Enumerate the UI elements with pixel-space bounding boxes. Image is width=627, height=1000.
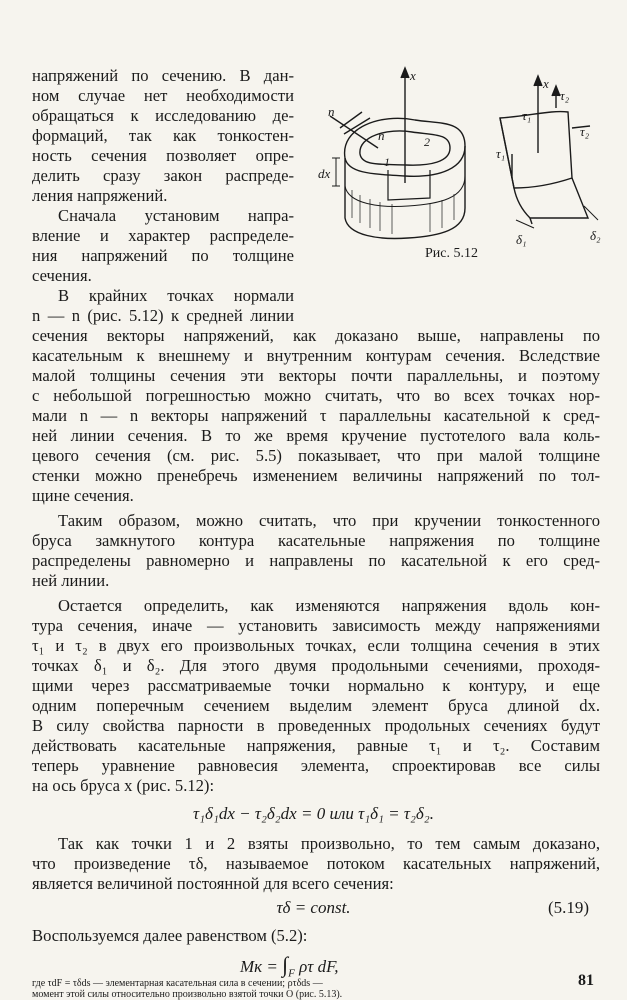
text-line: теперь уравнение равновесия элемента, спроектировав все силы — [32, 756, 600, 775]
text-segment: (рис. 5.13). — [295, 989, 343, 1000]
fig-label: δ₁ — [516, 232, 527, 247]
text-line: В крайних точках нормали — [58, 286, 294, 305]
fig-label: n — [378, 128, 385, 143]
fig-label: dx — [318, 166, 331, 181]
text-line: Воспользуемся далее равенством (5.2): — [32, 926, 308, 945]
fig-label: τ₁ — [522, 108, 532, 123]
eq-rhs: ρτ dF, — [299, 957, 339, 976]
text-line: ления напряжений. — [32, 186, 168, 205]
fig-label: τ₂ — [560, 88, 570, 103]
text-line: щими через рассматриваемые точки нормально к контуру, и еще — [32, 676, 600, 695]
eq-lhs: Mк = — [240, 957, 283, 976]
text-line: ном случае нет необходимости — [32, 86, 294, 105]
page-number: 81 — [578, 972, 594, 989]
text-line: сечения векторы напряжений, как доказано выше, направлены по — [32, 326, 600, 345]
final-lines-block — [32, 978, 572, 1000]
text-line: касательным к внешнему и внутренним контурам сечения. Вследствие — [32, 346, 600, 365]
text-line: сечения. — [32, 266, 92, 285]
text-line: напряжений по сечению. В дан- — [32, 66, 294, 85]
text-line: действовать касательные напряжения, равные τ₁ и τ₂. Составим — [32, 736, 600, 755]
text-line: ность сечения позволяет опре- — [32, 146, 294, 165]
text-line: n — n (рис. 5.12) к средней линии — [32, 306, 294, 325]
tube-drawing — [330, 68, 465, 238]
text-segment: момент этой силы относительно произвольно взятой точки O — [32, 989, 294, 1000]
fig-label: x — [410, 68, 416, 83]
figure-5-12 — [300, 58, 610, 258]
text-line: ней линии. — [32, 571, 110, 590]
text-line: бруса замкнутого контура касательные напряжения по толщине — [32, 531, 600, 550]
text-line: одним поперечным сечением выделим элемент бруса длиной dx. — [32, 696, 600, 715]
text-line: В силу свойства парности в проведенных продольных сечениях будут — [32, 716, 600, 735]
text-line: цевого сечения (см. рис. 5.5) показывает, что при малой толщине — [32, 446, 600, 465]
text-line: на ось бруса x (рис. 5.12): — [32, 776, 215, 795]
fig-label: n — [328, 104, 335, 119]
equation-flow-const: τδ = const. — [276, 898, 351, 917]
fig-label: τ₂ — [580, 124, 590, 139]
text-line: точках δ₁ и δ₂. Для этого двумя продольными сечениями, проходя- — [32, 656, 600, 675]
text-line: ней линии сечения. В то же время кручение пустотелого вала коль- — [32, 426, 600, 445]
text-line: ния напряжений по толщине — [32, 246, 294, 265]
text-line: тура сечения, иначе — установить зависимость между напряжениями — [32, 616, 600, 635]
text-line: делить сразу закон распреде- — [32, 166, 294, 185]
fig-label: τ₁ — [496, 146, 506, 161]
text-line: малой толщины сечения эти векторы почти параллельны, и поэтому — [32, 366, 600, 385]
text-line: мали n — n векторы напряжений τ параллельны касательной к сред- — [32, 406, 600, 425]
text-line: распределены равномерно и направлены по касательной к его сред- — [32, 551, 600, 570]
element-drawing — [500, 76, 598, 228]
integral-sub: F — [288, 967, 295, 980]
text-line: является величиной постоянной для всего сечения: — [32, 874, 394, 893]
text-line — [32, 989, 572, 1000]
text-line: Таким образом, можно считать, что при кручении тонкостенного — [58, 511, 600, 530]
text-line: с небольшой погрешностью можно считать, что во всех точках нор- — [32, 386, 600, 405]
integral-sign: ∫ — [282, 952, 289, 977]
text-line: стенки можно пренебречь изменением величины напряжений по тол- — [32, 466, 600, 485]
text-line: формаций, так как тонкостен- — [32, 126, 294, 145]
figure-caption: Рис. 5.12 — [425, 246, 478, 261]
text-line: Остается определить, как изменяются напряжения вдоль кон- — [58, 596, 600, 615]
text-line: что произведение τδ, называемое потоком касательных напряжений, — [32, 854, 600, 873]
fig-label: δ₂ — [590, 228, 601, 243]
fig-label: x — [543, 76, 549, 91]
equation-number: (5.19) — [548, 898, 590, 917]
text-line: Так как точки 1 и 2 взяты произвольно, то тем самым доказано, — [58, 834, 600, 853]
text-line: где τdF = τδds — элементарная касательная сила в сечении; ρτδds — — [32, 978, 323, 989]
text-line: τ₁ и τ₂ в двух его произвольных точках, если толщина сечения в этих — [32, 636, 600, 655]
text-line: обращаться к исследованию де- — [32, 106, 294, 125]
text-line: вление и характер распределе- — [32, 226, 294, 245]
fig-label: 2 — [424, 135, 430, 149]
fig-label: 1 — [384, 155, 390, 169]
text-line: Сначала установим напра- — [58, 206, 294, 225]
text-line: щине сечения. — [32, 486, 134, 505]
equation-equilibrium: τ₁δ₁dx − τ₂δ₂dx = 0 или τ₁δ₁ = τ₂δ₂. — [193, 804, 434, 823]
equation-torque — [240, 952, 339, 979]
